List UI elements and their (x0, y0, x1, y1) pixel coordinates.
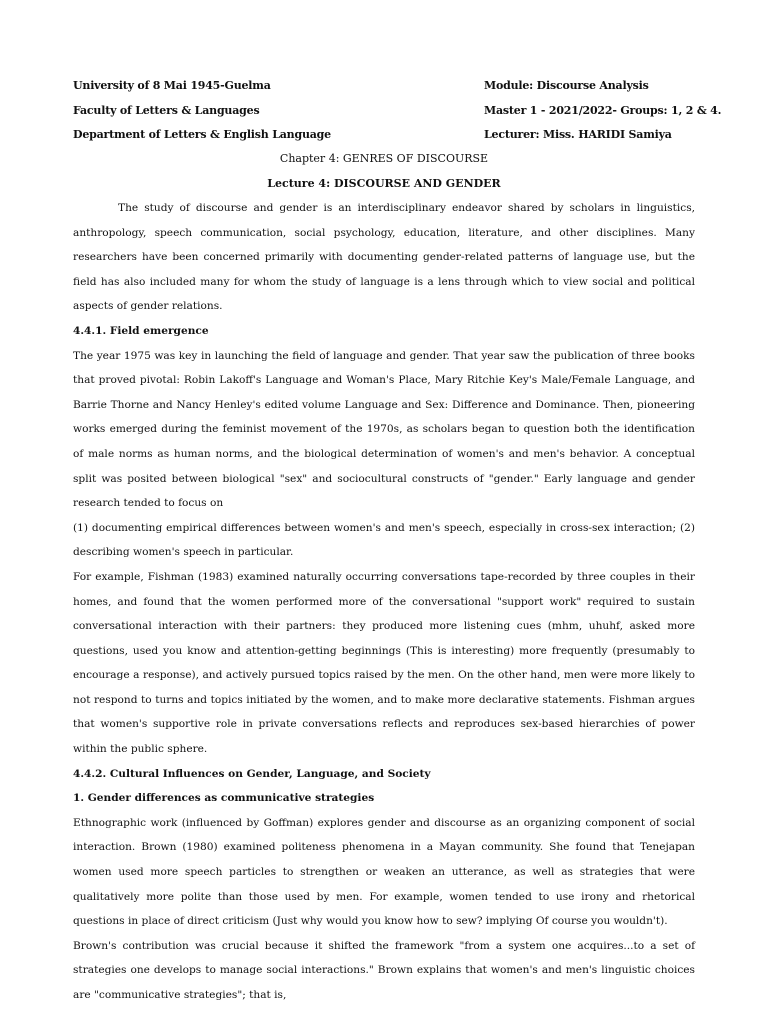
paragraph: The year 1975 was key in launching the field of language and gender. That year saw the publication of three books that proved pivotal: Robin Lakoff's Language and Woman's Place, Mary Ritchie Key's Male/Female Language, and Barrie Thorne and Nancy Henley's edited volume Language and Sex: Difference and Dominance. Then, pioneering works emerged during the feminist movement of the 1970s, as scholars began to question both the identification of male norms as human norms, and the biological determination of women's and men's behavior. A conceptual split was posited between biological "sex" and sociocultural constructs of "gender." Early language and gender research tended to focus on (73, 349, 695, 510)
header-lecturer: Lecturer: Miss. HARIDI Samiya (484, 128, 672, 141)
paragraph: (1) documenting empirical differences between women's and men's speech, especially in cross-sex interaction; (2) describing women's speech in particular. (73, 521, 695, 559)
header-faculty: Faculty of Letters & Languages (73, 104, 260, 117)
intro-paragraph: The study of discourse and gender is an interdisciplinary endeavor shared by scholars in linguistics, anthropology, speech communication, social psychology, education, literature, and other disciplines. Many researchers have been concerned primarily with documenting gender-related patterns of language use, but the field has also included many for whom the study of language is a lens through which to view social and political aspects of gender relations. (73, 202, 695, 313)
header-master: Master 1 - 2021/2022- Groups: 1, 2 & 4. (484, 104, 722, 117)
chapter-title: Chapter 4: GENRES OF DISCOURSE (279, 152, 489, 165)
paragraph: For example, Fishman (1983) examined naturally occurring conversations tape-recorded by three couples in their homes, and found that the women performed more of the conversational "support work" required to sustain conversational interaction with their partners: they produced more listening cues (mhm, uhuhf, asked more questions, used you know and attention-getting beginnings (This is interesting) more frequently (presumably to encourage a response), and actively pursued topics raised by the men. On the other hand, men were more likely to not respond to turns and topics initiated by the women, and to make more declarative statements. Fishman argues that women's supportive role in private conversations reflects and reproduces sex-based hierarchies of power within the public sphere. (73, 570, 695, 756)
lecture-title: Lecture 4: DISCOURSE AND GENDER (267, 177, 501, 190)
subheading-gender-differences: 1. Gender differences as communicative strategies (73, 792, 375, 805)
section-heading-cultural-influences: 4.4.2. Cultural Influences on Gender, Language, and Society (73, 767, 431, 780)
paragraph: Ethnographic work (influenced by Goffman) explores gender and discourse as an organizing component of social interaction. Brown (1980) examined politeness phenomena in a Mayan community. She found that Tenejapan women used more speech particles to strengthen or weaken an utterance, as well as strategies that were qualitatively more polite than those used by men. For example, women tended to use irony and rhetorical questions in place of direct criticism (Just why would you know how to sew? implying Of course you wouldn't). (73, 816, 695, 928)
document-body (73, 196, 695, 1008)
header-module: Module: Discourse Analysis (484, 79, 649, 92)
header-university: University of 8 Mai 1945-Guelma (73, 79, 271, 92)
section-heading-field-emergence: 4.4.1. Field emergence (73, 324, 209, 337)
paragraph: Brown's contribution was crucial because it shifted the framework "from a system one acquires...to a set of strategies one develops to manage social interactions." Brown explains that women's and men's linguistic choices are "communicative strategies"; that is, (73, 939, 695, 1001)
header-department: Department of Letters & English Language (73, 128, 331, 141)
